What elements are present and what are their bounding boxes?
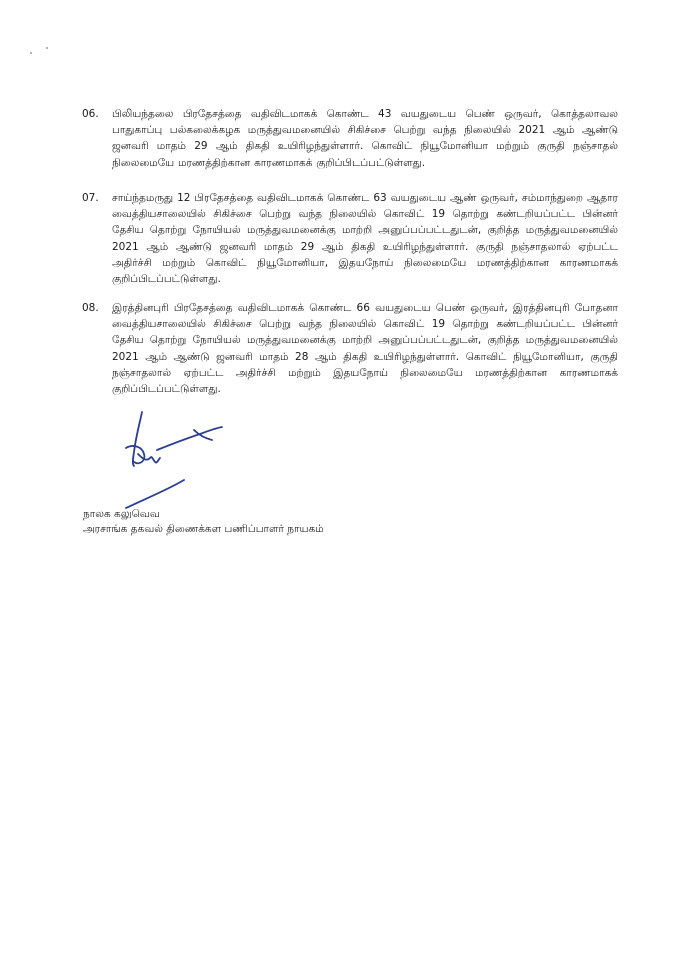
item-number: 06. [82, 108, 99, 120]
report-item-06 [82, 106, 618, 171]
scan-speck [46, 47, 48, 49]
item-text: சாய்ந்தமருது 12 பிரதேசத்தை வதிவிடமாகக் கொண்ட 63 வயதுடைய ஆண் ஒருவர், சம்மாந்துறை ஆதார வைத்தியசாலையில் சிகிச்சை பெற்று வந்த நிலையில் கொவிட் 19 தொற்று கண்டறியப்பட்ட பின்னர் தேசிய தொற்று நோயியல் மருத்துவமனைக்கு மாற்றி அனுப்பப்பட்டதுடன், குறித்த மருத்துவமனையில் 2021 ஆம் ஆண்டு ஜனவரி மாதம் 29 ஆம் திகதி உயிரிழந்துள்ளார். குருதி நஞ்சாதலால் ஏற்பட்ட அதிர்ச்சி மற்றும் கொவிட் நியூமோனியா, இதயநோய் நிலைமையே மரணத்திற்கான காரணமாகக் குறிப்பிடப்பட்டுள்ளது. [112, 192, 618, 286]
item-text: இரத்தினபுரி பிரதேசத்தை வதிவிடமாகக் கொண்ட 66 வயதுடைய பெண் ஒருவர், இரத்தினபுரி போதனா வைத்தியசாலையில் சிகிச்சை பெற்று வந்த நிலையில் கொவிட் 19 தொற்று கண்டறியப்பட்ட பின்னர் தேசிய தொற்று நோயியல் மருத்துவமனைக்கு மாற்றி அனுப்பப்பட்டதுடன், குறித்த மருத்துவமனையில் 2021 ஆம் ஆண்டு ஜனவரி மாதம் 28 ஆம் திகதி உயிரிழந்துள்ளார். கொவிட் நியூமோனியா, குருதி நஞ்சாதலால் ஏற்பட்ட அதிர்ச்சி மற்றும் இதயநோய் நிலைமையே மரணத்திற்கான காரணமாகக் குறிப்பிடப்பட்டுள்ளது. [112, 302, 618, 396]
item-number: 08. [82, 302, 99, 314]
report-item-07 [82, 190, 618, 287]
signature-stroke [126, 480, 184, 508]
report-item-08 [82, 300, 618, 397]
scan-speck [30, 52, 32, 54]
handwritten-signature [112, 400, 232, 520]
signature-stroke [133, 412, 142, 466]
item-number: 07. [82, 192, 99, 204]
signatory-title: அரசாங்க தகவல் திணைக்கள பணிப்பாளர் நாயகம் [83, 523, 324, 535]
signature-stroke [157, 427, 222, 450]
signatory-name: நாலக கலுவெவ [83, 508, 160, 520]
item-text: பிலியந்தலை பிரதேசத்தை வதிவிடமாகக் கொண்ட 43 வயதுடைய பெண் ஒருவர், கொத்தலாவல பாதுகாப்பு பல்கலைக்கழக மருத்துவமனையில் சிகிச்சை பெற்று வந்த நிலையில் 2021 ஆம் ஆண்டு ஜனவரி மாதம் 29 ஆம் திகதி உயிரிழந்துள்ளார். கொவிட் நியூமோனியா மற்றும் குருதி நஞ்சாதல் நிலைமையே மரணத்திற்கான காரணமாகக் குறிப்பிடப்பட்டுள்ளது. [112, 108, 618, 169]
